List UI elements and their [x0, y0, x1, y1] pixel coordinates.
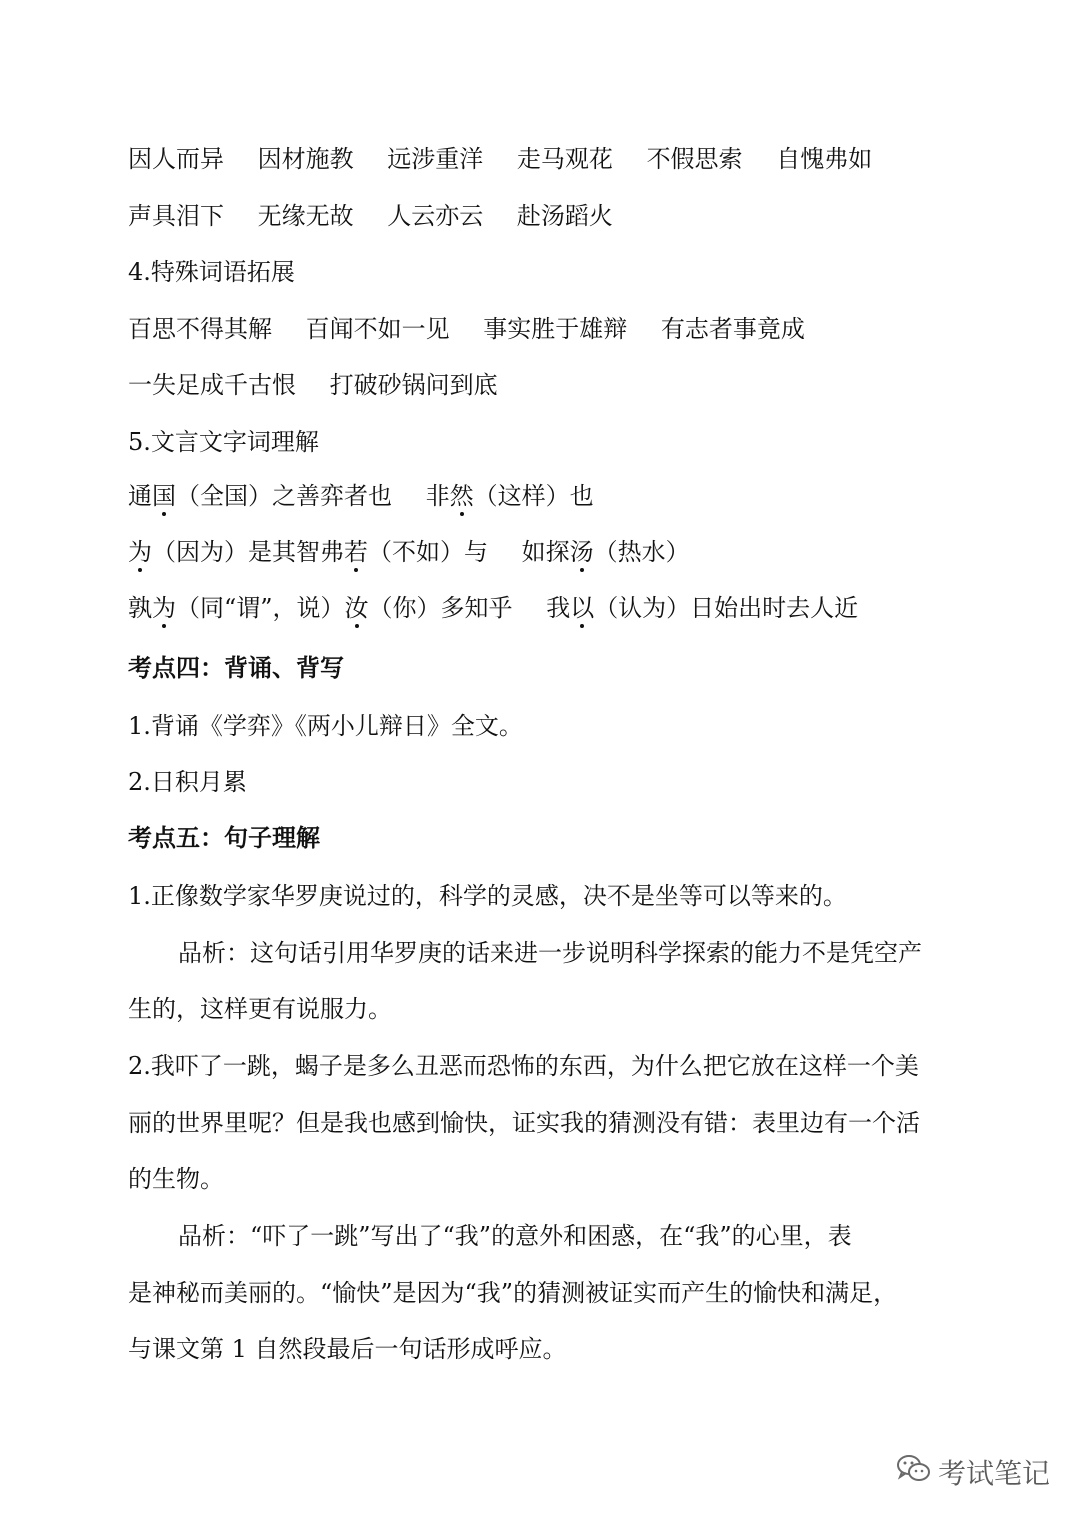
idiom: 人云亦云: [387, 202, 484, 230]
text: 孰: [128, 594, 152, 622]
wechat-logo-icon: [896, 1453, 932, 1492]
watermark: [896, 1452, 1050, 1492]
dotted-char: 汝: [344, 594, 369, 622]
text: 非: [425, 482, 450, 510]
classical-heading: 5.文言文字词理解: [128, 428, 319, 456]
question-2-line-2: 丽的世界里呢？但是我也感到愉快，证实我的猜测没有错：表里边有一个活: [128, 1109, 920, 1137]
analysis-1-line-1: 品析：这句话引用华罗庚的话来进一步说明科学探索的能力不是凭空产: [178, 939, 922, 967]
idiom: 因人而异: [128, 145, 224, 173]
phrase: 有志者事竟成: [660, 315, 805, 343]
phrase: 事实胜于雄辩: [483, 315, 628, 343]
text: （同“谓”，说）: [176, 594, 345, 622]
classical-row-2: [128, 536, 980, 568]
text: （这样）也: [473, 482, 594, 510]
text: （你）多知乎: [368, 594, 513, 622]
question-2-line-1: 2.我吓了一跳，蝎子是多么丑恶而恐怖的东西，为什么把它放在这样一个美: [128, 1052, 919, 1080]
section4-item-1: 1.背诵《学弈》《两小儿辩日》全文。: [128, 712, 523, 740]
text: （全国）之善弈者也: [176, 482, 392, 510]
classical-row-3: [128, 592, 980, 624]
dotted-char: 为: [152, 594, 176, 622]
section5-heading: 考点五：句子理解: [128, 824, 320, 852]
dotted-char: 以: [570, 594, 595, 622]
idiom: 走马观花: [516, 145, 613, 173]
question-2-line-3: 的生物。: [128, 1165, 224, 1193]
section4-item-2: 2.日积月累: [128, 768, 247, 796]
text: （热水）: [593, 538, 690, 566]
dotted-char: 然: [449, 482, 474, 510]
idiom-row-1: [128, 143, 980, 175]
idiom: 不假思索: [646, 145, 743, 173]
special-words-heading: 4.特殊词语拓展: [128, 258, 295, 286]
special-words-row-2: [128, 369, 980, 401]
phrase: 一失足成千古恨: [128, 371, 296, 399]
idiom-row-2: [128, 200, 980, 232]
phrase: 百闻不如一见: [305, 315, 450, 343]
text: 如探: [521, 538, 570, 566]
analysis-2-line-2: 是神秘而美丽的。“愉快”是因为“我”的猜测被证实而产生的愉快和满足，: [128, 1279, 898, 1307]
classical-row-1: [128, 480, 980, 512]
text: （不如）与: [368, 538, 488, 566]
text: 我: [546, 594, 571, 622]
dotted-char: 若: [344, 538, 368, 566]
dotted-char: 汤: [569, 538, 594, 566]
idiom: 无缘无故: [257, 202, 354, 230]
phrase: 百思不得其解: [128, 315, 272, 343]
dotted-char: 国: [152, 482, 176, 510]
dotted-char: 为: [128, 538, 152, 566]
special-words-row-1: [128, 313, 980, 345]
section4-heading: 考点四：背诵、背写: [128, 654, 344, 682]
idiom: 赴汤蹈火: [516, 202, 613, 230]
idiom: 自愧弗如: [776, 145, 873, 173]
idiom: 远涉重洋: [387, 145, 484, 173]
idiom: 因材施教: [257, 145, 354, 173]
text: （因为）是其智弗: [152, 538, 344, 566]
question-1: 1.正像数学家华罗庚说过的，科学的灵感，决不是坐等可以等来的。: [128, 882, 847, 910]
text: 通: [128, 482, 152, 510]
phrase: 打破砂锅问到底: [329, 371, 498, 399]
analysis-2-line-1: 品析：“吓了一跳”写出了“我”的意外和困惑，在“我”的心里，表: [178, 1222, 852, 1250]
analysis-2-line-3: 与课文第 1 自然段最后一句话形成呼应。: [128, 1335, 567, 1363]
text: （认为）日始出时去人近: [594, 594, 859, 622]
idiom: 声具泪下: [128, 202, 224, 230]
watermark-text: 考试笔记: [938, 1457, 1051, 1490]
analysis-1-line-2: 生的，这样更有说服力。: [128, 995, 392, 1023]
